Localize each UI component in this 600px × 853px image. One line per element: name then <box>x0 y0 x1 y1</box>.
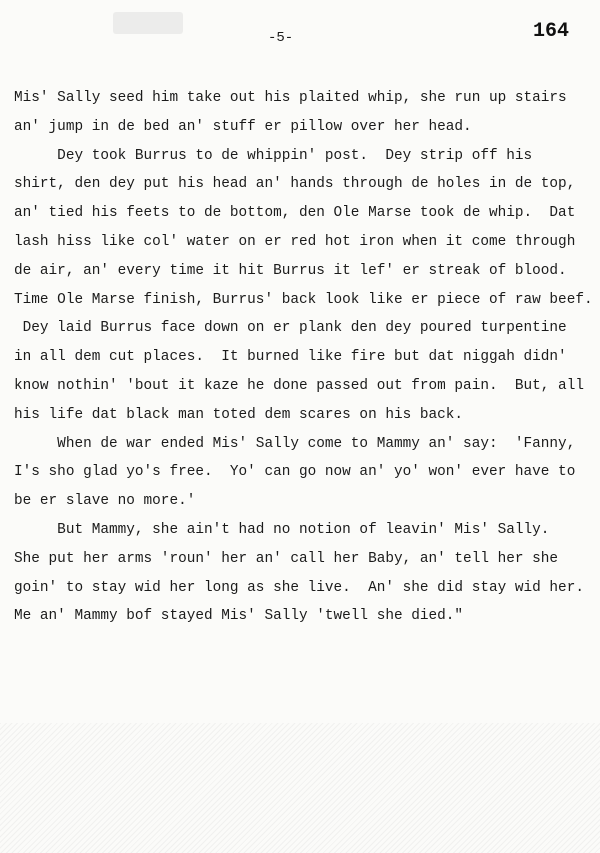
faint-stamp-mark <box>113 12 183 34</box>
text-line: goin' to stay wid her long as she live. An' she did stay wid her. <box>14 579 584 596</box>
page-number: -5- <box>268 30 294 46</box>
text-line: Mis' Sally seed him take out his plaited whip, she run up stairs <box>14 90 567 106</box>
scan-noise <box>0 723 600 853</box>
text-line: I's sho glad yo's free. Yo' can go now an' yo' won' ever have to <box>14 464 576 481</box>
text-line: Dey laid Burrus face down on er plank den dey poured turpentine <box>14 320 567 337</box>
text-line: Dey took Burrus to de whippin' post. Dey strip off his <box>14 147 533 164</box>
narrative-text <box>14 84 594 631</box>
text-line: de air, an' every time it hit Burrus it lef' er streak of blood. <box>14 262 567 279</box>
text-line: Me an' Mammy bof stayed Mis' Sally 'twell she died." <box>14 608 464 625</box>
text-line: But Mammy, she ain't had no notion of leavin' Mis' Sally. <box>14 521 550 538</box>
text-line: an' jump in de bed an' stuff er pillow over her head. <box>14 118 472 135</box>
text-line: She put her arms 'roun' her an' call her Baby, an' tell her she <box>14 550 559 567</box>
text-line: an' tied his feets to de bottom, den Ole Marse took de whip. Dat <box>14 205 576 222</box>
text-line: lash hiss like col' water on er red hot iron when it come through <box>14 233 576 250</box>
text-line: When de war ended Mis' Sally come to Mammy an' say: 'Fanny, <box>14 435 576 452</box>
archive-page-number: 164 <box>533 20 570 43</box>
text-line: his life dat black man toted dem scares on his back. <box>14 406 464 423</box>
text-line: in all dem cut places. It burned like fire but dat niggah didn' <box>14 349 567 366</box>
text-line: shirt, den dey put his head an' hands through de holes in de top, <box>14 176 576 193</box>
text-line: know nothin' 'bout it kaze he done passed out from pain. But, all <box>14 377 584 394</box>
text-line: be er slave no more.' <box>14 493 196 510</box>
text-line: Time Ole Marse finish, Burrus' back look like er piece of raw beef. <box>14 291 593 308</box>
